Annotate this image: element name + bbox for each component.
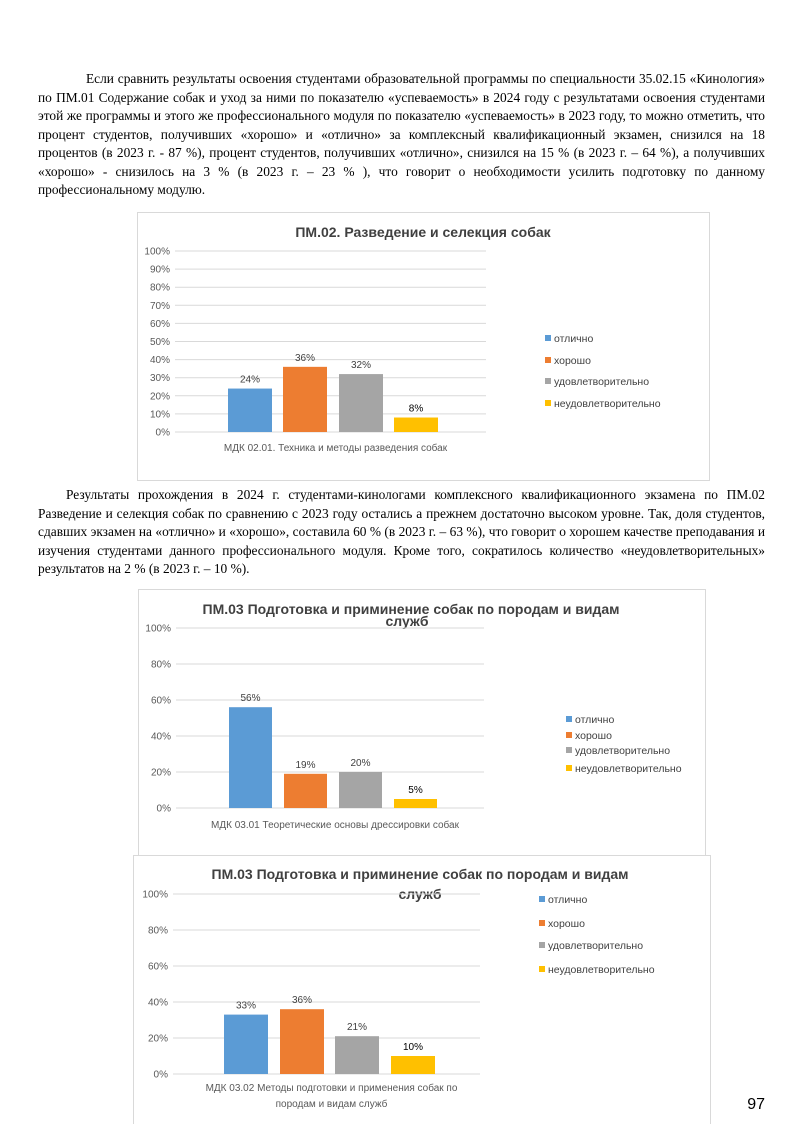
y-tick-label: 0% [156,803,171,815]
y-tick-label: 20% [147,1033,168,1045]
data-label: 24% [239,374,261,386]
y-tick-label: 100% [145,623,171,635]
chart-title-line2: служб [385,613,429,629]
chart-pm02-svg [138,213,709,480]
bar-удовлетворительно [335,1036,379,1074]
page-number: 97 [747,1096,765,1113]
legend-marker [566,732,572,738]
paragraph-pm02: Результаты прохождения в 2024 г. студентами-кинологами комплексного квалификационного экзамена по ПМ.02 Разведение и селекция собак по сравнению с 2023 году остались а прежнем достаточно высоком уровне. Так, доля студентов, сдавших экзамен на «отлично» и «хорошо», составила 60 % (в 2023 г. – 63 %), что говорит о хорошем качестве преподавания и изучения студентами данного профессионального модуля. Кроме того, сократилось количество «неудовлетворительных» результатов на 2 % (в 2023 г. – 10 %). [38,487,765,576]
legend-label: отлично [548,894,588,906]
legend-marker [545,357,551,363]
data-label: 10% [402,1042,424,1053]
y-tick-label: 40% [149,355,170,367]
paragraph-pm01: Если сравнить результаты освоения студентами образовательной программы по специальности 35.02.15 «Кинология» по ПМ.01 Содержание собак и уход за ними по показателю «успеваемость» в 2024 году с результатами освоения студентами этой же программы и этого же профессионального модуля по показателю «успеваемость» в 2023 году, то можно отметить, что процент студентов, получивших «хорошо» и «отлично» за комплексный квалификационный экзамен, снизился на 18 процентов (в 2023 г. - 87 %), процент студентов, получивших «отлично», снизился на 15 % (в 2023 г. – 64 %), а получивших «хорошо» - снизилось на 3 % (в 2023 г. – 23 % ), что говорит о необходимости усилить подготовку по данному профессиональному модулю. [38,71,765,197]
y-tick-label: 100% [142,889,168,901]
bar-отлично [224,1015,268,1074]
y-tick-label: 10% [149,409,170,421]
chart-title: ПМ.02. Разведение и селекция собак [295,224,551,240]
bar-удовлетворительно [339,374,383,432]
data-label: 19% [295,759,316,771]
y-tick-label: 0% [155,427,170,439]
bar-неудовлетворительно [394,418,438,432]
legend-label: хорошо [548,918,585,930]
chart-pm03-mdk0302 [133,855,711,1124]
bar-отлично [229,707,272,808]
chart-title-line2: служб [398,886,442,902]
y-tick-label: 100% [144,246,170,258]
legend-label: хорошо [554,355,591,367]
y-tick-label: 50% [149,337,170,348]
y-tick-label: 20% [149,391,170,403]
legend-label: хорошо [575,730,612,742]
data-label: 36% [294,352,316,364]
chart-pm02 [137,212,710,481]
legend-marker [545,335,551,341]
legend-marker [539,920,545,926]
chart-pm03-mdk0301 [138,589,706,859]
category-label: МДК 03.01 Теоретические основы дрессировки собак [211,820,459,831]
y-tick-label: 60% [149,318,170,330]
data-label: 20% [350,758,371,769]
legend-label: отлично [575,714,615,726]
y-tick-label: 90% [149,264,170,276]
legend-label: отлично [554,333,594,345]
data-label: 5% [408,785,423,796]
y-tick-label: 60% [150,695,171,707]
legend-marker [539,896,545,902]
legend-label: неудовлетворительно [575,763,682,775]
legend-label: удовлетворительно [554,376,650,388]
bar-хорошо [283,367,327,432]
chart-pm03-mdk0301-svg [139,590,705,858]
chart-title: ПМ.03 Подготовка и приминение собак по породам и видам [202,601,620,617]
y-tick-label: 80% [150,659,171,671]
data-label: 32% [350,360,372,372]
y-tick-label: 80% [149,282,170,294]
bar-хорошо [284,774,327,808]
y-tick-label: 70% [149,300,170,312]
data-label: 8% [408,403,424,415]
category-label: МДК 03.02 Методы подготовки и применения собак по [205,1083,458,1094]
y-tick-label: 30% [149,373,170,385]
y-tick-label: 0% [153,1069,168,1081]
data-label: 56% [240,693,261,705]
y-tick-label: 40% [150,731,171,743]
legend-marker [566,747,572,753]
bar-неудовлетворительно [391,1056,435,1074]
legend-marker [566,716,572,722]
data-label: 21% [346,1022,368,1034]
bar-отлично [228,389,272,432]
bar-неудовлетворительно [394,799,437,808]
legend-marker [566,765,572,771]
data-label: 33% [235,1000,257,1012]
bar-хорошо [280,1009,324,1074]
legend-label: неудовлетворительно [554,398,661,410]
legend-label: удовлетворительно [575,745,671,757]
chart-pm03-mdk0302-svg [134,856,710,1124]
category-label-line2: породам и видам служб [275,1099,388,1110]
category-label: МДК 02.01. Техника и методы разведения собак [223,443,448,454]
y-tick-label: 60% [147,961,168,973]
legend-marker [539,942,545,948]
y-tick-label: 80% [147,925,168,937]
y-tick-label: 40% [147,997,168,1009]
data-label: 36% [291,995,313,1007]
legend-marker [539,966,545,972]
bar-удовлетворительно [339,772,382,808]
legend-label: удовлетворительно [548,940,644,952]
chart-title: ПМ.03 Подготовка и приминение собак по породам и видам [211,866,629,882]
legend-label: неудовлетворительно [548,964,655,976]
legend-marker [545,378,551,384]
legend-marker [545,400,551,406]
y-tick-label: 20% [150,767,171,779]
